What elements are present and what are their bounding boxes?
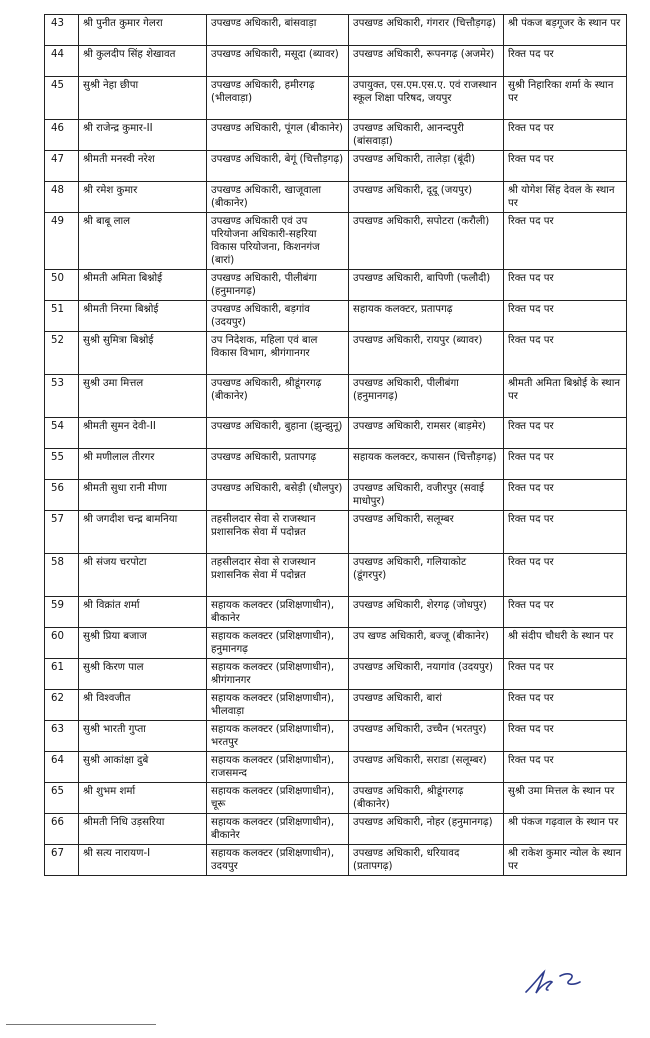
- footer-rule: [6, 1024, 156, 1025]
- serial-number: 67: [45, 845, 79, 876]
- new-posting: उपखण्ड अधिकारी, दूदू (जयपुर): [349, 182, 504, 213]
- posting-remark: श्री राकेश कुमार न्योल के स्थान पर: [504, 845, 627, 876]
- serial-number: 44: [45, 46, 79, 77]
- table-row: [45, 597, 627, 628]
- table-row: [45, 721, 627, 752]
- serial-number: 58: [45, 554, 79, 597]
- serial-number: 47: [45, 151, 79, 182]
- posting-remark: रिक्त पद पर: [504, 480, 627, 511]
- table-row: [45, 182, 627, 213]
- current-posting: तहसीलदार सेवा से राजस्थान प्रशासनिक सेवा में पदोन्नत: [207, 554, 349, 597]
- posting-remark: रिक्त पद पर: [504, 659, 627, 690]
- table-row: [45, 332, 627, 375]
- officer-name: सुश्री उमा मित्तल: [79, 375, 207, 418]
- officer-name: श्री पुनीत कुमार गेलरा: [79, 15, 207, 46]
- new-posting: उपखण्ड अधिकारी, सपोटरा (करौली): [349, 213, 504, 270]
- new-posting: उपखण्ड अधिकारी, वजीरपुर (सवाई माधोपुर): [349, 480, 504, 511]
- posting-remark: रिक्त पद पर: [504, 449, 627, 480]
- table-row: [45, 46, 627, 77]
- officer-name: सुश्री आकांक्षा दुबे: [79, 752, 207, 783]
- serial-number: 64: [45, 752, 79, 783]
- officer-name: श्रीमती मनस्वी नरेश: [79, 151, 207, 182]
- current-posting: उपखण्ड अधिकारी, बेगूं (चित्तौड़गढ़): [207, 151, 349, 182]
- table-row: [45, 213, 627, 270]
- posting-remark: रिक्त पद पर: [504, 151, 627, 182]
- posting-remark: रिक्त पद पर: [504, 270, 627, 301]
- serial-number: 55: [45, 449, 79, 480]
- new-posting: उपखण्ड अधिकारी, सलूम्बर: [349, 511, 504, 554]
- current-posting: सहायक कलक्टर (प्रशिक्षणाधीन), हनुमानगढ़: [207, 628, 349, 659]
- table-row: [45, 783, 627, 814]
- current-posting: उपखण्ड अधिकारी, पीलीबंगा (हनुमानगढ़): [207, 270, 349, 301]
- table-row: [45, 15, 627, 46]
- posting-remark: रिक्त पद पर: [504, 332, 627, 375]
- new-posting: उपखण्ड अधिकारी, आनन्दपुरी (बांसवाड़ा): [349, 120, 504, 151]
- posting-remark: रिक्त पद पर: [504, 721, 627, 752]
- table-row: [45, 554, 627, 597]
- posting-remark: रिक्त पद पर: [504, 301, 627, 332]
- current-posting: उपखण्ड अधिकारी एवं उप परियोजना अधिकारी-सहरिया विकास परियोजना, किशनगंज (बारां): [207, 213, 349, 270]
- new-posting: उपखण्ड अधिकारी, रायपुर (ब्यावर): [349, 332, 504, 375]
- new-posting: उपखण्ड अधिकारी, गलियाकोट (डूंगरपुर): [349, 554, 504, 597]
- serial-number: 56: [45, 480, 79, 511]
- new-posting: उपखण्ड अधिकारी, तालेड़ा (बूंदी): [349, 151, 504, 182]
- posting-remark: श्रीमती अमिता बिश्नोई के स्थान पर: [504, 375, 627, 418]
- officer-name: सुश्री नेहा छीपा: [79, 77, 207, 120]
- table-row: [45, 690, 627, 721]
- officer-name: श्री जगदीश चन्द्र बामनिया: [79, 511, 207, 554]
- officer-name: सुश्री सुमित्रा बिश्नोई: [79, 332, 207, 375]
- new-posting: उपखण्ड अधिकारी, सराडा (सलूम्बर): [349, 752, 504, 783]
- officer-name: श्री बाबू लाल: [79, 213, 207, 270]
- serial-number: 62: [45, 690, 79, 721]
- serial-number: 52: [45, 332, 79, 375]
- officer-name: श्री संजय चरपोटा: [79, 554, 207, 597]
- table-row: [45, 270, 627, 301]
- serial-number: 61: [45, 659, 79, 690]
- current-posting: सहायक कलक्टर (प्रशिक्षणाधीन), बीकानेर: [207, 597, 349, 628]
- current-posting: उपखण्ड अधिकारी, बड़गांव (उदयपुर): [207, 301, 349, 332]
- current-posting: सहायक कलक्टर (प्रशिक्षणाधीन), भीलवाड़ा: [207, 690, 349, 721]
- new-posting: सहायक कलक्टर, प्रतापगढ़: [349, 301, 504, 332]
- serial-number: 53: [45, 375, 79, 418]
- posting-remark: सुश्री उमा मित्तल के स्थान पर: [504, 783, 627, 814]
- posting-remark: रिक्त पद पर: [504, 46, 627, 77]
- posting-remark: श्री योगेश सिंह देवल के स्थान पर: [504, 182, 627, 213]
- posting-remark: सुश्री निहारिका शर्मा के स्थान पर: [504, 77, 627, 120]
- posting-remark: रिक्त पद पर: [504, 597, 627, 628]
- new-posting: उपखण्ड अधिकारी, गंगरार (चित्तौड़गढ़): [349, 15, 504, 46]
- posting-remark: रिक्त पद पर: [504, 690, 627, 721]
- table-row: [45, 418, 627, 449]
- officer-name: सुश्री प्रिया बजाज: [79, 628, 207, 659]
- new-posting: उपखण्ड अधिकारी, बापिणी (फलौदी): [349, 270, 504, 301]
- current-posting: उपखण्ड अधिकारी, बुहाना (झुन्झुनू): [207, 418, 349, 449]
- posting-remark: श्री संदीप चौधरी के स्थान पर: [504, 628, 627, 659]
- current-posting: उपखण्ड अधिकारी, बसेड़ी (धौलपुर): [207, 480, 349, 511]
- officer-name: श्री कुलदीप सिंह शेखावत: [79, 46, 207, 77]
- posting-remark: श्री पंकज गढ़वाल के स्थान पर: [504, 814, 627, 845]
- officer-name: सुश्री भारती गुप्ता: [79, 721, 207, 752]
- serial-number: 59: [45, 597, 79, 628]
- officer-name: श्री शुभम शर्मा: [79, 783, 207, 814]
- posting-remark: रिक्त पद पर: [504, 213, 627, 270]
- posting-remark: रिक्त पद पर: [504, 511, 627, 554]
- table-row: [45, 480, 627, 511]
- new-posting: उपखण्ड अधिकारी, रूपनगढ़ (अजमेर): [349, 46, 504, 77]
- officer-name: श्री मणीलाल तीरगर: [79, 449, 207, 480]
- table-row: [45, 301, 627, 332]
- transfer-order-table: [44, 14, 627, 876]
- serial-number: 43: [45, 15, 79, 46]
- table-row: [45, 659, 627, 690]
- current-posting: सहायक कलक्टर (प्रशिक्षणाधीन), भरतपुर: [207, 721, 349, 752]
- officer-name: श्री विक्रांत शर्मा: [79, 597, 207, 628]
- new-posting: उपखण्ड अधिकारी, श्रीडूंगरगढ़ (बीकानेर): [349, 783, 504, 814]
- table-row: [45, 77, 627, 120]
- posting-remark: रिक्त पद पर: [504, 120, 627, 151]
- current-posting: उपखण्ड अधिकारी, खाजूवाला (बीकानेर): [207, 182, 349, 213]
- current-posting: उपखण्ड अधिकारी, मसूदा (ब्यावर): [207, 46, 349, 77]
- current-posting: उपखण्ड अधिकारी, श्रीडूंगरगढ़ (बीकानेर): [207, 375, 349, 418]
- new-posting: उपायुक्त, एस.एम.एस.ए. एवं राजस्थान स्कूल शिक्षा परिषद, जयपुर: [349, 77, 504, 120]
- officer-name: श्रीमती सुमन देवी-II: [79, 418, 207, 449]
- officer-name: श्री सत्य नारायण-I: [79, 845, 207, 876]
- current-posting: उप निदेशक, महिला एवं बाल विकास विभाग, श्रीगंगानगर: [207, 332, 349, 375]
- table-row: [45, 845, 627, 876]
- serial-number: 48: [45, 182, 79, 213]
- new-posting: उपखण्ड अधिकारी, रामसर (बाड़मेर): [349, 418, 504, 449]
- current-posting: उपखण्ड अधिकारी, प्रतापगढ़: [207, 449, 349, 480]
- table-body: [45, 15, 627, 876]
- current-posting: तहसीलदार सेवा से राजस्थान प्रशासनिक सेवा में पदोन्नत: [207, 511, 349, 554]
- current-posting: सहायक कलक्टर (प्रशिक्षणाधीन), चूरू: [207, 783, 349, 814]
- posting-remark: रिक्त पद पर: [504, 418, 627, 449]
- serial-number: 66: [45, 814, 79, 845]
- new-posting: उपखण्ड अधिकारी, नोहर (हनुमानगढ़): [349, 814, 504, 845]
- current-posting: उपखण्ड अधिकारी, हमीरगढ़ (भीलवाड़ा): [207, 77, 349, 120]
- handwritten-signature: [522, 966, 586, 996]
- posting-remark: रिक्त पद पर: [504, 752, 627, 783]
- table-row: [45, 628, 627, 659]
- serial-number: 57: [45, 511, 79, 554]
- officer-name: श्री राजेन्द्र कुमार-II: [79, 120, 207, 151]
- new-posting: उपखण्ड अधिकारी, उच्चैन (भरतपुर): [349, 721, 504, 752]
- table-row: [45, 814, 627, 845]
- serial-number: 49: [45, 213, 79, 270]
- table-row: [45, 151, 627, 182]
- new-posting: उपखण्ड अधिकारी, शेरगढ़ (जोधपुर): [349, 597, 504, 628]
- serial-number: 45: [45, 77, 79, 120]
- officer-name: सुश्री किरण पाल: [79, 659, 207, 690]
- table-row: [45, 449, 627, 480]
- serial-number: 50: [45, 270, 79, 301]
- current-posting: सहायक कलक्टर (प्रशिक्षणाधीन), बीकानेर: [207, 814, 349, 845]
- table-row: [45, 120, 627, 151]
- officer-name: श्रीमती निधि उड़सरिया: [79, 814, 207, 845]
- serial-number: 54: [45, 418, 79, 449]
- serial-number: 65: [45, 783, 79, 814]
- officer-name: श्री विश्वजीत: [79, 690, 207, 721]
- current-posting: सहायक कलक्टर (प्रशिक्षणाधीन), उदयपुर: [207, 845, 349, 876]
- current-posting: उपखण्ड अधिकारी, पूंगल (बीकानेर): [207, 120, 349, 151]
- officer-name: श्रीमती सुधा रानी मीणा: [79, 480, 207, 511]
- posting-remark: श्री पंकज बड़गूजर के स्थान पर: [504, 15, 627, 46]
- new-posting: उपखण्ड अधिकारी, पीलीबंगा (हनुमानगढ़): [349, 375, 504, 418]
- current-posting: सहायक कलक्टर (प्रशिक्षणाधीन), राजसमन्द: [207, 752, 349, 783]
- serial-number: 51: [45, 301, 79, 332]
- serial-number: 46: [45, 120, 79, 151]
- new-posting: उपखण्ड अधिकारी, धरियावद (प्रतापगढ़): [349, 845, 504, 876]
- table-row: [45, 752, 627, 783]
- new-posting: उप खण्ड अधिकारी, बज्जू (बीकानेर): [349, 628, 504, 659]
- serial-number: 60: [45, 628, 79, 659]
- posting-remark: रिक्त पद पर: [504, 554, 627, 597]
- serial-number: 63: [45, 721, 79, 752]
- current-posting: उपखण्ड अधिकारी, बांसवाड़ा: [207, 15, 349, 46]
- table-row: [45, 511, 627, 554]
- officer-name: श्रीमती निरमा बिश्नोई: [79, 301, 207, 332]
- officer-name: श्री रमेश कुमार: [79, 182, 207, 213]
- new-posting: सहायक कलक्टर, कपासन (चित्तौड़गढ़): [349, 449, 504, 480]
- officer-name: श्रीमती अमिता बिश्नोई: [79, 270, 207, 301]
- current-posting: सहायक कलक्टर (प्रशिक्षणाधीन), श्रीगंगानगर: [207, 659, 349, 690]
- new-posting: उपखण्ड अधिकारी, बारां: [349, 690, 504, 721]
- new-posting: उपखण्ड अधिकारी, नयागांव (उदयपुर): [349, 659, 504, 690]
- table-row: [45, 375, 627, 418]
